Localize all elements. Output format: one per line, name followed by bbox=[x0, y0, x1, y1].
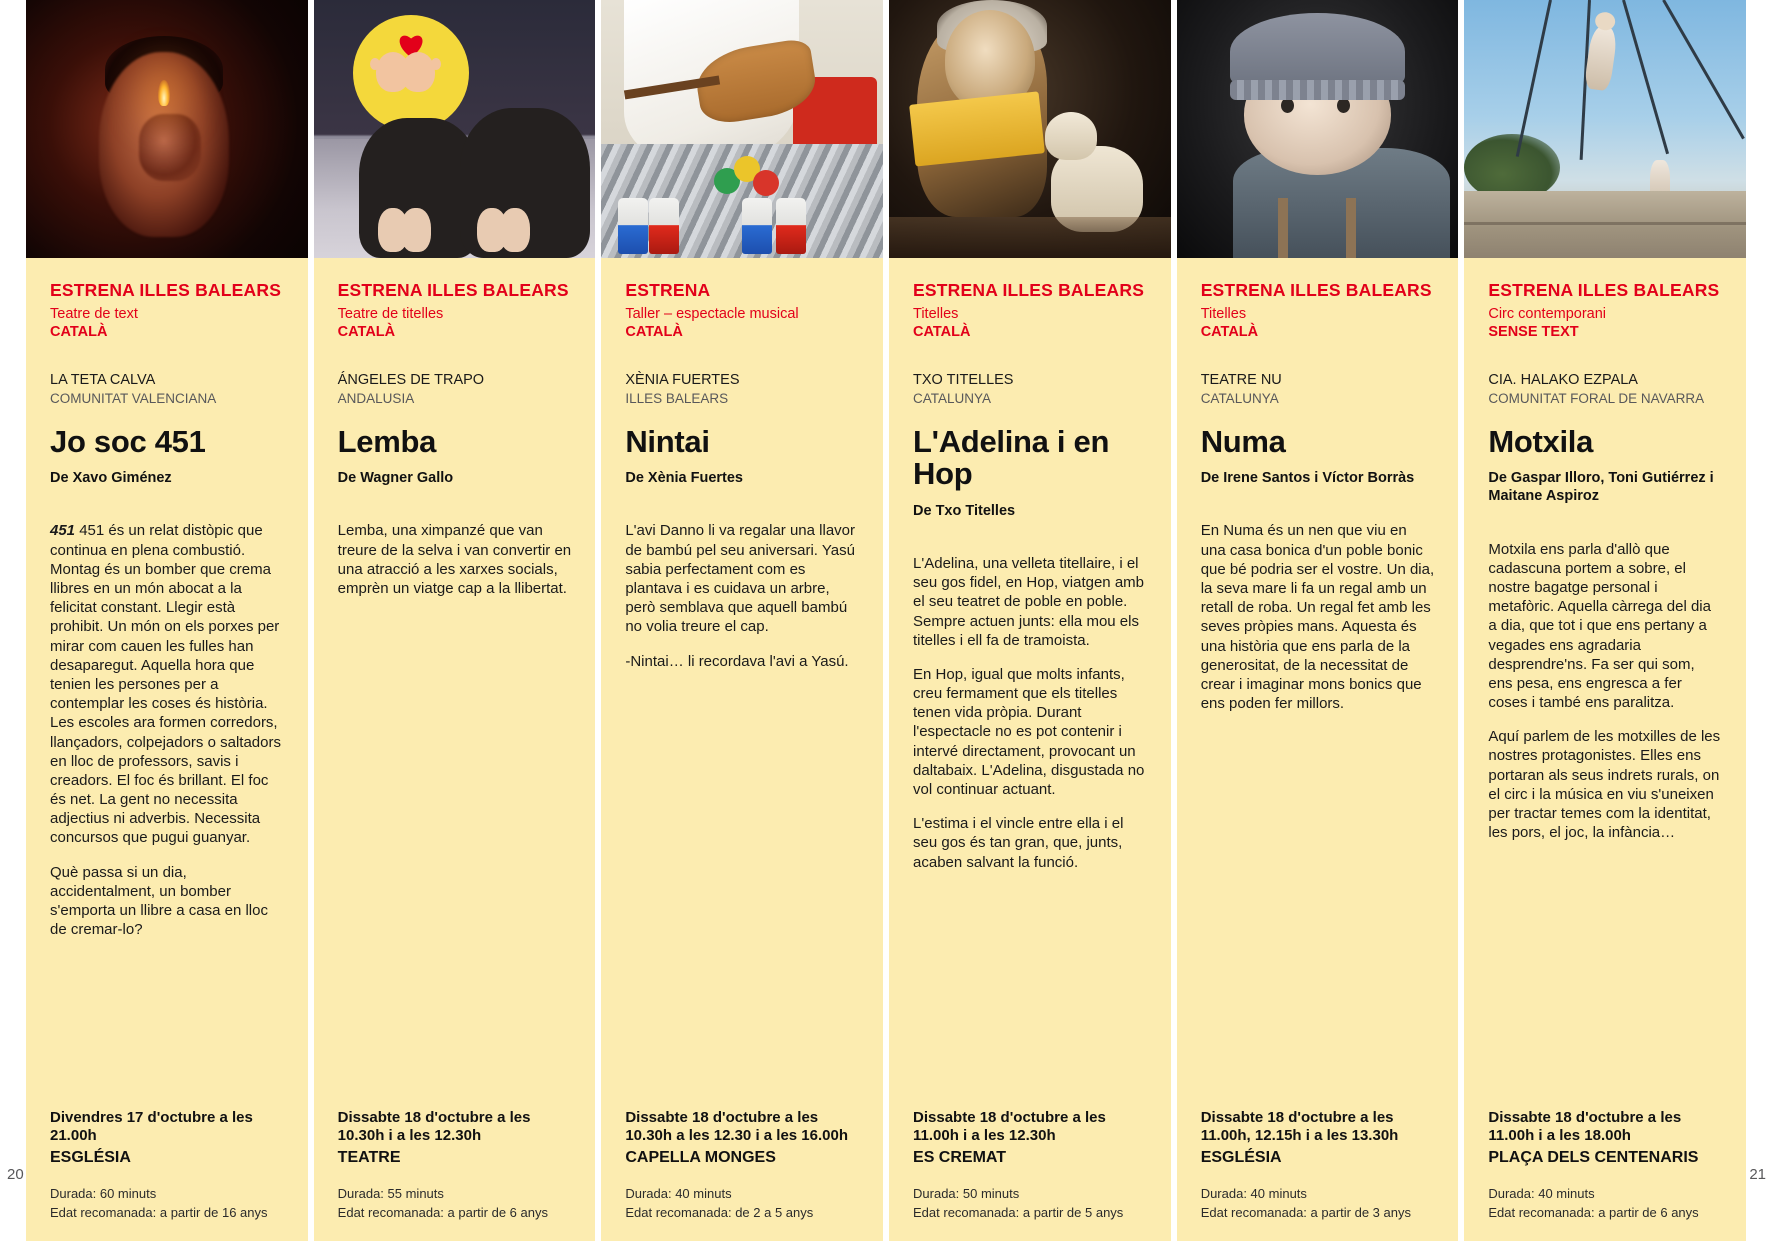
card-body bbox=[1177, 258, 1459, 1241]
show-age: Edat recomanada: a partir de 6 anys bbox=[337, 1205, 548, 1221]
decorative-shape bbox=[649, 198, 679, 254]
paragraph: L'Adelina, una velleta titellaire, i el seu gos fidel, en Hop, viatgen amb el seu teatret de poble en poble. Sempre actuen junts: ella mou els titelles i ell fa de tramoista. bbox=[913, 554, 1144, 649]
candle-flame-icon bbox=[158, 80, 170, 106]
show-title: Lemba bbox=[337, 423, 437, 459]
company-region: COMUNITAT VALENCIANA bbox=[50, 391, 217, 407]
beanie-hat-icon bbox=[1230, 13, 1405, 90]
paragraph: Motxila ens parla d'allò que cadascuna portem a sobre, el nostre bagatge personal i metafòric. Aquella càrrega del dia a dia, que tot i que ens pertany a vegades ens agradaria desprendre'ns. Fa ser qui som, ens pesa, ens engresca a fer coses i també ens paralitza. bbox=[1488, 540, 1711, 712]
premiere-label: ESTRENA ILLES BALEARS bbox=[1488, 280, 1720, 300]
show-title: Jo soc 451 bbox=[50, 423, 206, 459]
left-margin bbox=[0, 0, 26, 1241]
language-label: SENSE TEXT bbox=[1488, 324, 1579, 341]
page-number-right: 21 bbox=[1749, 1166, 1766, 1183]
decorative-shape bbox=[500, 208, 530, 252]
paragraph: En Hop, igual que molts infants, creu fermament que els titelles tenen vida pròpia. Durant l'espectacle no es pot contenir i intervé directament, provocant un daltabaix. L'Adelina, disgustada no vol continuar actuant. bbox=[913, 665, 1145, 799]
show-duration: Durada: 40 minuts bbox=[1200, 1186, 1307, 1202]
show-age: Edat recomanada: a partir de 16 anys bbox=[50, 1205, 268, 1221]
photo-ladelina-i-en-hop bbox=[889, 0, 1171, 258]
decorative-shape bbox=[776, 198, 806, 254]
language-label: CATALÀ bbox=[913, 324, 971, 341]
company-region: ILLES BALEARS bbox=[625, 391, 729, 407]
show-age: Edat recomanada: a partir de 3 anys bbox=[1200, 1205, 1411, 1221]
decorative-shape bbox=[1464, 191, 1746, 258]
language-label: CATALÀ bbox=[337, 324, 396, 341]
company-region: CATALUNYA bbox=[1200, 391, 1279, 407]
show-cards bbox=[26, 0, 1746, 1241]
show-author: De Gaspar Illoro, Toni Gutiérrez i Maitane Aspiroz bbox=[1488, 470, 1714, 505]
show-author: De Xavo Giménez bbox=[50, 470, 172, 487]
card-footer bbox=[338, 1109, 572, 1241]
decorative-shape bbox=[1622, 0, 1669, 154]
genre-label: Titelles bbox=[913, 306, 959, 323]
show-venue: ESGLÉSIA bbox=[50, 1149, 131, 1167]
paragraph bbox=[50, 521, 284, 847]
language-label: CATALÀ bbox=[625, 324, 683, 341]
decorative-shape bbox=[1516, 0, 1552, 157]
show-author: De Txo Titelles bbox=[913, 502, 1016, 519]
genre-label: Teatre de text bbox=[50, 306, 138, 323]
card-footer bbox=[50, 1109, 284, 1241]
show-description bbox=[913, 554, 1147, 872]
show-author: De Xènia Fuertes bbox=[625, 470, 744, 487]
company-region: ANDALUSIA bbox=[337, 391, 415, 407]
show-description bbox=[338, 521, 572, 598]
page-number-left: 20 bbox=[7, 1166, 24, 1183]
photo-numa bbox=[1177, 0, 1459, 258]
company-region: COMUNITAT FORAL DE NAVARRA bbox=[1488, 391, 1705, 407]
show-venue: PLAÇA DELS CENTENARIS bbox=[1488, 1149, 1699, 1167]
show-meta bbox=[338, 1185, 572, 1227]
show-venue: CAPELLA MONGES bbox=[625, 1149, 776, 1167]
photo-nintai bbox=[601, 0, 883, 258]
paragraph-text: 451 és un relat distòpic que continua en plena combustió. Montag és un bomber que crema llibres en un món abocat a la felicitat constant. Llegir està prohibit. Un món on els porxes per mirar com cauen les fulles han desaparegut. Aquella hora que tenien les persones per a contemplar les coses és història. Les escoles ara formen corredors, llançadors, colpejadors o saltadors en lloc de professors, savis i creadors. El foc és brillant. El foc és net. La gent no necessita adjectius ni adverbis. Necessita concursos que pugui guanyar. bbox=[50, 522, 281, 847]
show-title: Nintai bbox=[625, 423, 710, 459]
show-author: De Irene Santos i Víctor Borràs bbox=[1200, 470, 1415, 487]
show-meta bbox=[625, 1185, 859, 1227]
show-description bbox=[50, 521, 284, 939]
photo-motxila bbox=[1464, 0, 1746, 258]
show-card[interactable] bbox=[314, 0, 596, 1241]
card-footer bbox=[625, 1109, 859, 1241]
show-datetime: Dissabte 18 d'octubre a les 11.00h i a les 12.30h bbox=[913, 1108, 1106, 1145]
show-datetime: Dissabte 18 d'octubre a les 10.30h i a les 12.30h bbox=[337, 1108, 531, 1145]
right-margin bbox=[1746, 0, 1772, 1241]
premiere-label: ESTRENA ILLES BALEARS bbox=[50, 280, 282, 300]
language-label: CATALÀ bbox=[50, 324, 108, 341]
decorative-shape bbox=[1662, 0, 1745, 139]
show-age: Edat recomanada: a partir de 6 anys bbox=[1488, 1205, 1699, 1221]
decorative-shape bbox=[618, 198, 648, 254]
lead-word: 451 bbox=[50, 522, 76, 540]
genre-label: Titelles bbox=[1200, 306, 1247, 323]
paragraph: L'estima i el vincle entre ella i el seu gos és tan gran, que, junts, acaben salvant la funció. bbox=[913, 815, 1124, 871]
show-card[interactable] bbox=[601, 0, 883, 1241]
language-label: CATALÀ bbox=[1200, 324, 1259, 341]
show-meta bbox=[1201, 1185, 1435, 1227]
show-card[interactable] bbox=[26, 0, 308, 1241]
show-card[interactable] bbox=[1177, 0, 1459, 1241]
paragraph: Lemba, una ximpanzé que van treure de la selva i van convertir en una atracció a les xarxes socials, emprèn un viatge cap a la llibertat. bbox=[337, 522, 572, 597]
premiere-label: ESTRENA ILLES BALEARS bbox=[913, 280, 1145, 300]
genre-label: Taller – espectacle musical bbox=[625, 306, 799, 323]
company-name: TXO TITELLES bbox=[913, 372, 1014, 389]
premiere-label: ESTRENA ILLES BALEARS bbox=[337, 280, 569, 300]
show-datetime: Dissabte 18 d'octubre a les 11.00h, 12.15h i a les 13.30h bbox=[1200, 1108, 1399, 1145]
card-footer bbox=[1488, 1109, 1722, 1241]
show-description bbox=[1488, 540, 1722, 843]
show-age: Edat recomanada: de 2 a 5 anys bbox=[625, 1205, 814, 1221]
show-meta bbox=[50, 1185, 284, 1227]
card-body bbox=[889, 258, 1171, 1241]
show-datetime: Dissabte 18 d'octubre a les 10.30h a les 12.30 i a les 16.00h bbox=[625, 1108, 849, 1145]
decorative-shape bbox=[401, 52, 435, 92]
card-footer bbox=[1201, 1109, 1435, 1241]
decorative-shape bbox=[139, 114, 201, 181]
card-body bbox=[1464, 258, 1746, 1241]
paragraph: -Nintai… li recordava l'avi a Yasú. bbox=[625, 652, 849, 670]
genre-label: Teatre de titelles bbox=[337, 306, 444, 323]
card-footer bbox=[913, 1109, 1147, 1241]
show-author: De Wagner Gallo bbox=[337, 470, 454, 487]
company-name: LA TETA CALVA bbox=[50, 372, 156, 389]
paragraph: Aquí parlem de les motxilles de les nostres protagonistes. Elles ens portaran als seus indrets rurals, on el circ i la música en viu s'uneixen per tractar temes com la identitat, les pors, el joc, la infància… bbox=[1488, 728, 1721, 842]
show-datetime: Divendres 17 d'octubre a les 21.00h bbox=[50, 1108, 253, 1145]
show-duration: Durada: 50 minuts bbox=[913, 1186, 1020, 1202]
paragraph: En Numa és un nen que viu en una casa bonica d'un poble bonic que bé podria ser el vostre. Un dia, la seva mare li fa un regal amb un retall de roba. Un regal fet amb les seves pròpies mans. Aquesta és una història que ens parla de la generositat, de la necessitat de crear i imaginar mons bonics que ens poden fer millors. bbox=[1200, 522, 1435, 713]
card-body bbox=[26, 258, 308, 1241]
show-title: L'Adelina i en Hop bbox=[913, 423, 1110, 492]
photo-lemba bbox=[314, 0, 596, 258]
decorative-shape bbox=[401, 208, 431, 252]
premiere-label: ESTRENA bbox=[625, 280, 711, 300]
show-title: Motxila bbox=[1488, 423, 1594, 459]
show-title: Numa bbox=[1200, 423, 1286, 459]
company-region: CATALUNYA bbox=[913, 391, 992, 407]
show-duration: Durada: 60 minuts bbox=[50, 1186, 157, 1202]
company-name: CIA. HALAKO EZPALA bbox=[1488, 372, 1638, 389]
show-venue: ESGLÉSIA bbox=[1200, 1149, 1282, 1167]
paragraph: Què passa si un dia, accidentalment, un bomber s'emporta un llibre a casa en lloc de cremar-lo? bbox=[50, 863, 268, 939]
card-body bbox=[601, 258, 883, 1241]
show-venue: ES CREMAT bbox=[913, 1149, 1007, 1167]
show-card[interactable] bbox=[1464, 0, 1746, 1241]
decorative-shape bbox=[742, 198, 772, 254]
show-duration: Durada: 55 minuts bbox=[337, 1186, 444, 1202]
genre-label: Circ contemporani bbox=[1488, 306, 1607, 323]
decorative-shape bbox=[1346, 198, 1356, 258]
card-body bbox=[314, 258, 596, 1241]
decorative-shape bbox=[889, 217, 1171, 258]
show-venue: TEATRE bbox=[337, 1149, 401, 1167]
show-age: Edat recomanada: a partir de 5 anys bbox=[913, 1205, 1124, 1221]
show-duration: Durada: 40 minuts bbox=[625, 1186, 732, 1202]
decorative-shape bbox=[1278, 198, 1288, 258]
show-description bbox=[1201, 521, 1435, 713]
show-meta bbox=[913, 1185, 1147, 1227]
show-datetime: Dissabte 18 d'octubre a les 11.00h i a les 18.00h bbox=[1488, 1108, 1682, 1145]
show-meta bbox=[1488, 1185, 1722, 1227]
photo-jo-soc-451 bbox=[26, 0, 308, 258]
paragraph: L'avi Danno li va regalar una llavor de bambú pel seu aniversari. Yasú sabia perfectament com es plantava i es cuidava un arbre, però semblava que aquell bambú no volia treure el cap. bbox=[625, 522, 856, 636]
show-card[interactable] bbox=[889, 0, 1171, 1241]
company-name: TEATRE NU bbox=[1200, 372, 1282, 389]
company-name: XÈNIA FUERTES bbox=[625, 372, 740, 389]
show-description bbox=[625, 521, 859, 670]
premiere-label: ESTRENA ILLES BALEARS bbox=[1200, 280, 1432, 300]
decorative-shape bbox=[1281, 98, 1294, 113]
company-name: ÁNGELES DE TRAPO bbox=[337, 372, 485, 389]
show-duration: Durada: 40 minuts bbox=[1488, 1186, 1595, 1202]
